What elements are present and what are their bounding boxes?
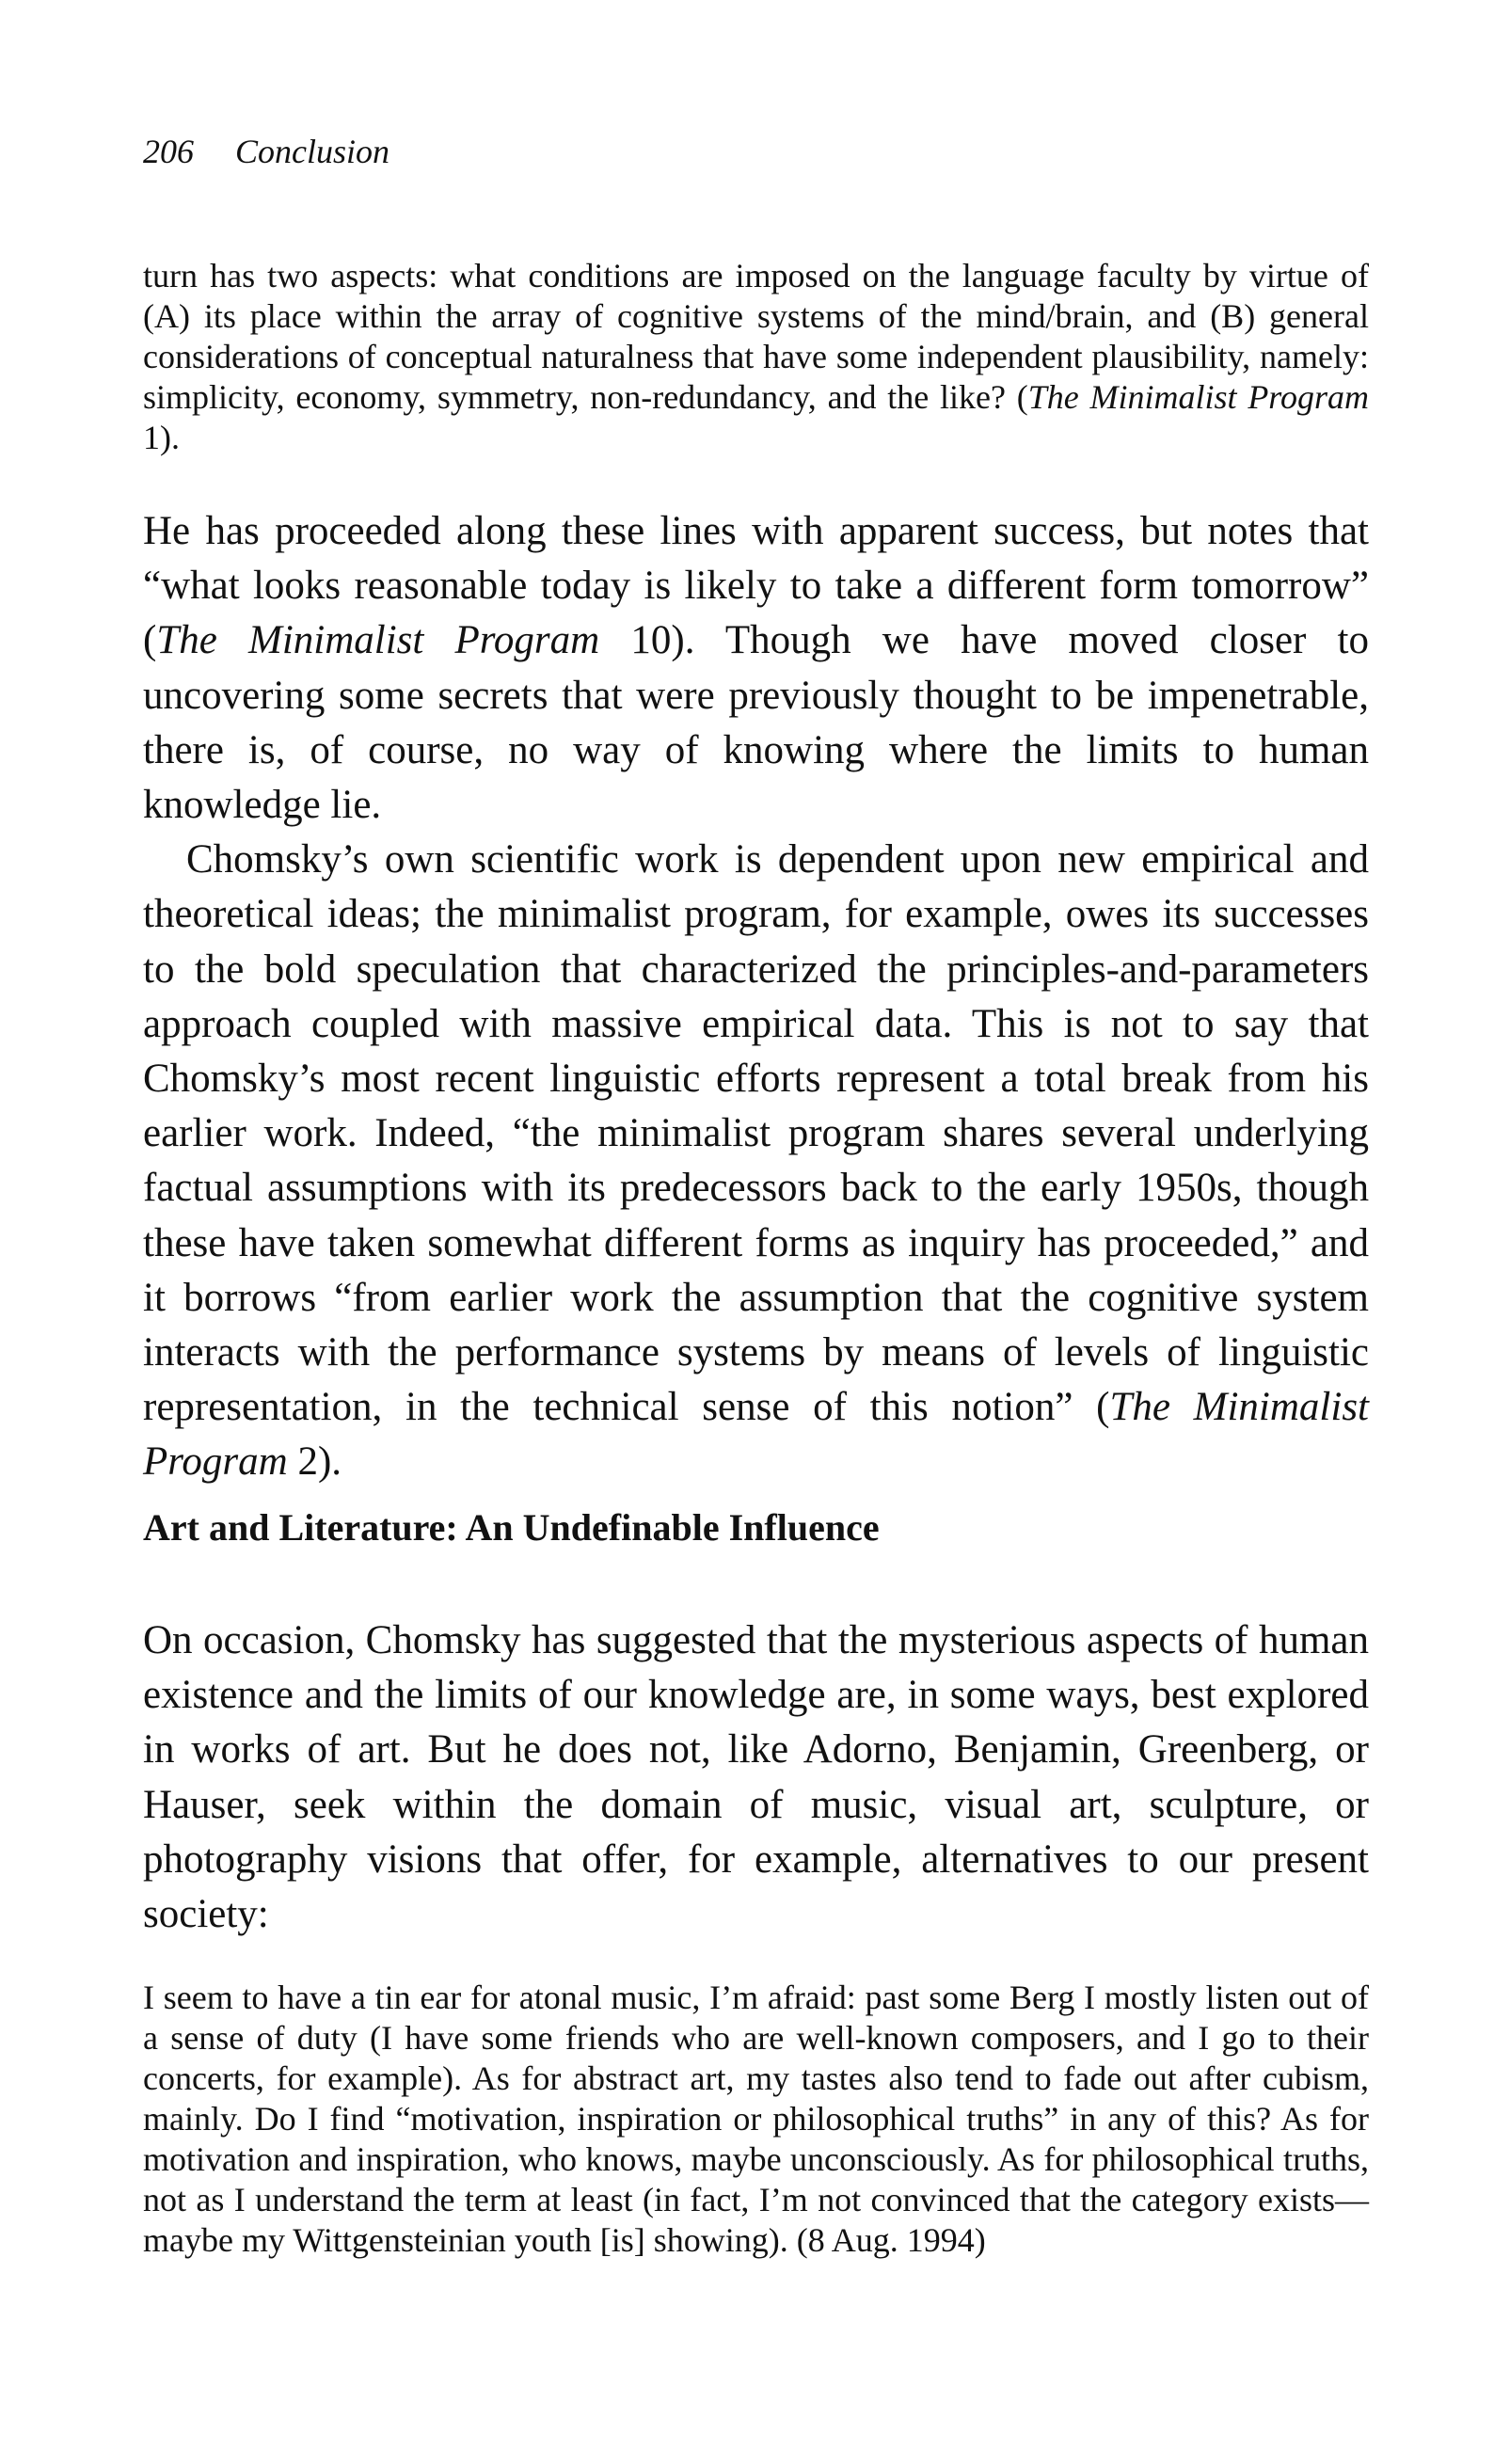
paragraph-2-text-a: Chomsky’s own scientific work is dependent upon new empirical and theoretical ideas; the minimalist program, for example, owes its successes to the bold speculation that characterized the principles-and-parameters approach coupled with massive empirical data. This is not to say that Chomsky’s most recent linguistic efforts represent a total break from his earlier work. Indeed, “the minimalist program shares several underlying factual assumptions with its predecessors back to the early 1950s, though these have taken somewhat different forms as inquiry has proceeded,” and it borrows “from earlier work the assumption that the cognitive system interacts with the performance systems by means of levels of linguistic representation, in the technical sense of this notion” ( bbox=[143, 837, 1369, 1430]
quote-paragraph bbox=[143, 256, 1369, 458]
citation-title: The Minimalist Program bbox=[1027, 378, 1369, 416]
page-number: 206 bbox=[143, 133, 194, 170]
block-quote-bottom bbox=[143, 1978, 1369, 2261]
citation-title: The Minimalist Program bbox=[143, 1385, 1369, 1485]
paragraph-1 bbox=[143, 504, 1369, 833]
citation-tail: 1). bbox=[143, 419, 180, 456]
paragraph-2 bbox=[143, 833, 1369, 1489]
body-text-section-1 bbox=[143, 504, 1369, 1490]
running-head-title: Conclusion bbox=[235, 133, 390, 170]
running-head bbox=[143, 132, 389, 171]
paragraph-2-text-b: 2). bbox=[287, 1439, 342, 1485]
quote-text: turn has two aspects: what conditions are imposed on the language faculty by virtue of (A) its place within the array of cognitive systems of the mind/brain, and (B) general considerations of conceptual naturalness that have some independent plausibility, namely: simplicity, economy, symmetry, non-redundancy, and the like? ( bbox=[143, 257, 1369, 416]
block-quote-top bbox=[143, 256, 1369, 458]
paragraph-3: On occasion, Chomsky has suggested that the mysterious aspects of human existence and the limits of our knowledge are, in some ways, best explored in works of art. But he does not, like Adorno, Benjamin, Greenberg, or Hauser, seek within the domain of music, visual art, sculpture, or photography visions that offer, for example, alternatives to our present society: bbox=[143, 1618, 1369, 1937]
body-text-section-2 bbox=[143, 1614, 1369, 1942]
quote-paragraph: I seem to have a tin ear for atonal music, I’m afraid: past some Berg I mostly listen out of a sense of duty (I have some friends who are well-known composers, and I go to their concerts, for example). As for abstract art, my tastes also tend to fade out after cubism, mainly. Do I find “motivation, inspiration or philosophical truths” in any of this? As for motivation and inspiration, who knows, maybe unconsciously. As for philosophical truths, not as I understand the term at least (in fact, I’m not convinced that the category exists—maybe my Wittgensteinian youth [is] showing). (8 Aug. 1994) bbox=[143, 1979, 1369, 2259]
section-heading: Art and Literature: An Undefinable Influence bbox=[143, 1506, 880, 1549]
paragraph-1-text-b: 10). Though we have moved closer to uncovering some secrets that were previously thought to be impenetrable, there is, of course, no way of knowing where the limits to human knowledge lie. bbox=[143, 618, 1369, 828]
citation-title: The Minimalist Program bbox=[156, 618, 600, 663]
paragraph-1-text-a: He has proceeded along these lines with apparent success, but notes that “what looks reasonable today is likely to take a different form tomorrow” ( bbox=[143, 509, 1369, 663]
